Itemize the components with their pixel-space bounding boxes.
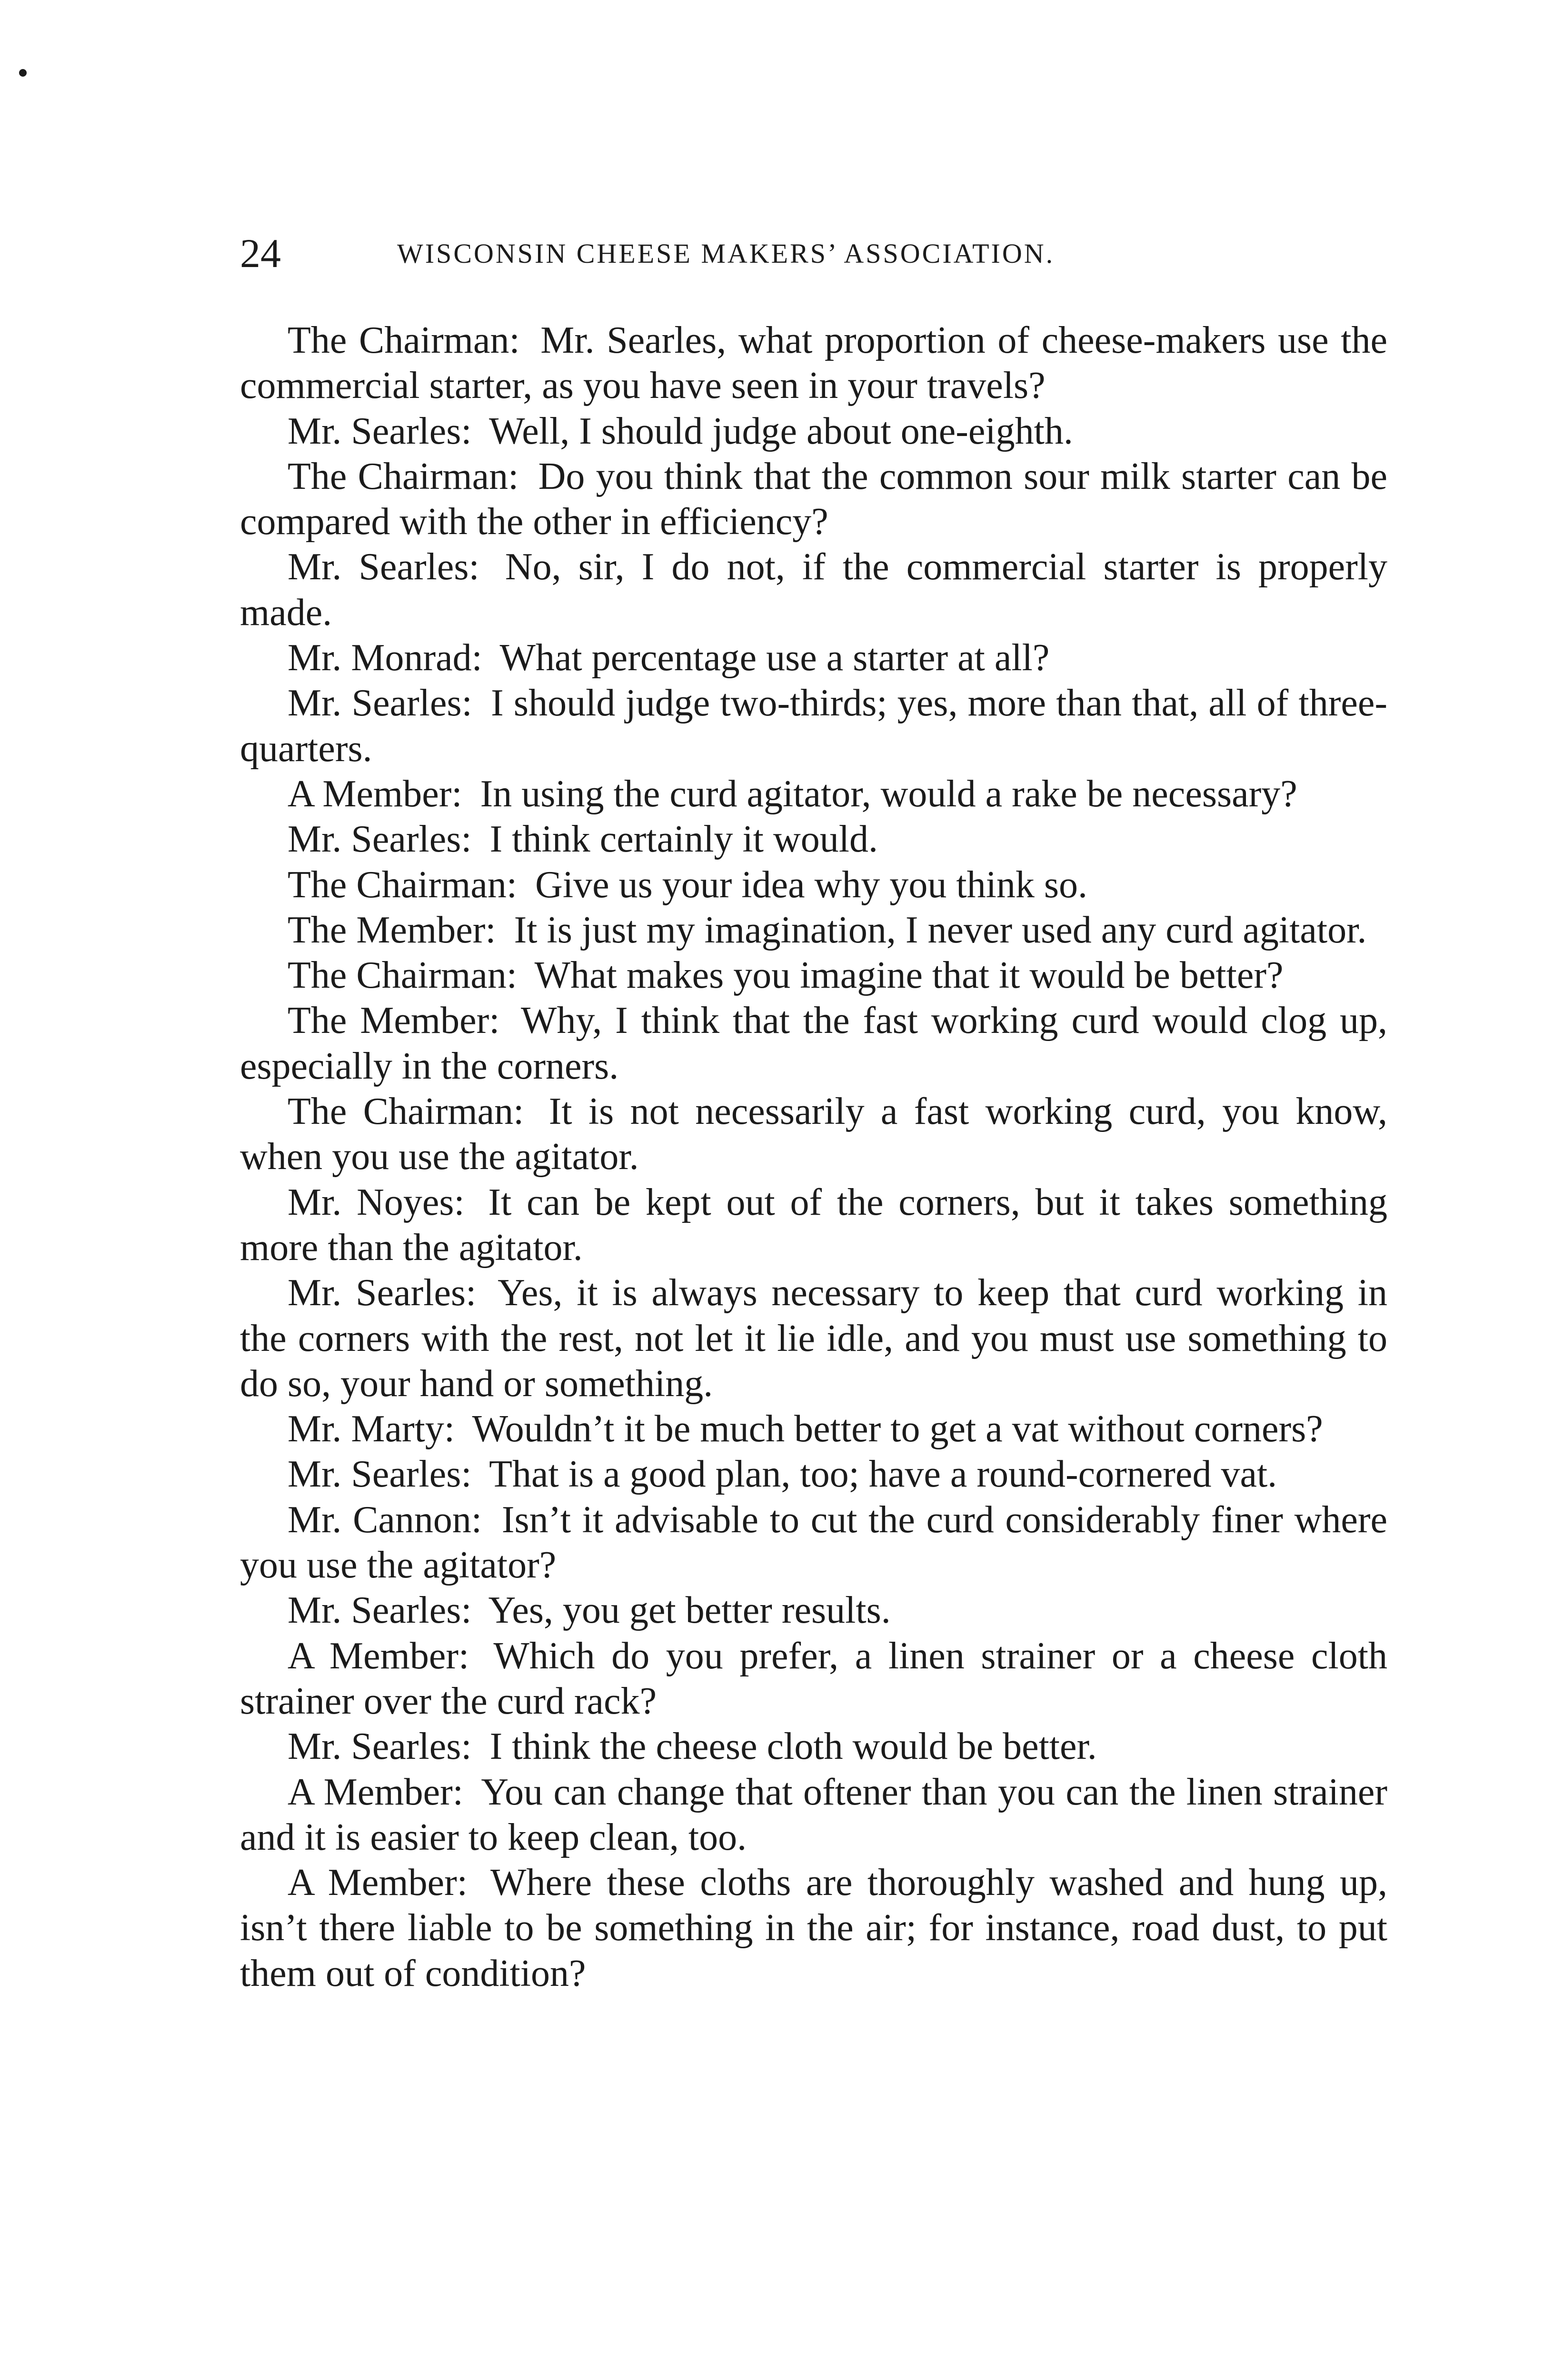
speaker-label: The Member: xyxy=(288,909,496,951)
speech-text: No, sir, I do not, if the commercial starter is properly made. xyxy=(240,546,1388,634)
speaker-label: A Member: xyxy=(288,1635,469,1677)
speech-text: What percentage use a starter at all? xyxy=(499,637,1050,679)
speaker-label: Mr. Monrad: xyxy=(288,637,482,679)
dialogue-paragraph xyxy=(240,409,1387,454)
ink-mark xyxy=(19,69,27,77)
dialogue-paragraph xyxy=(240,1724,1387,1769)
dialogue-paragraph xyxy=(240,1270,1387,1407)
speaker-label: Mr. Searles: xyxy=(288,1272,477,1314)
speech-text: Where these cloths are thoroughly washed and hung up, isn’t there liable to be something in the air; for instance, road dust, to put them out of condition? xyxy=(240,1862,1388,1994)
speaker-label: The Chairman: xyxy=(288,455,519,497)
speaker-label: Mr. Searles: xyxy=(288,546,479,588)
speech-text: It is not necessarily a fast working curd, you know, when you use the agitator. xyxy=(240,1091,1387,1178)
speaker-label: Mr. Cannon: xyxy=(288,1498,482,1541)
dialogue-paragraph xyxy=(240,1497,1387,1588)
speech-text: Which do you prefer, a linen strainer or a cheese cloth strainer over the curd rack? xyxy=(240,1635,1387,1722)
transcript-body xyxy=(240,318,1387,1996)
speech-text: Why, I think that the fast working curd would clog up, especially in the corners. xyxy=(240,1000,1387,1087)
dialogue-paragraph xyxy=(240,1407,1387,1452)
dialogue-paragraph xyxy=(240,908,1387,953)
speech-text: Wouldn’t it be much better to get a vat without corners? xyxy=(472,1408,1323,1450)
dialogue-paragraph xyxy=(240,817,1387,862)
speech-text: That is a good plan, too; have a round-cornered vat. xyxy=(489,1453,1277,1496)
dialogue-paragraph xyxy=(240,1180,1387,1271)
speech-text: You can change that oftener than you can the linen strainer and it is easier to keep clean, too. xyxy=(240,1771,1388,1858)
speech-text: What makes you imagine that it would be better? xyxy=(534,954,1284,997)
speech-text: Isn’t it advisable to cut the curd considerably finer where you use the agitator? xyxy=(240,1498,1388,1587)
speech-text: I think the cheese cloth would be better. xyxy=(489,1726,1097,1768)
speech-text: I should judge two-thirds; yes, more than that, all of three-quarters. xyxy=(240,682,1387,770)
speaker-label: A Member: xyxy=(288,773,462,815)
speaker-label: Mr. Searles: xyxy=(288,818,472,861)
dialogue-paragraph xyxy=(240,454,1387,545)
speaker-label: Mr. Marty: xyxy=(288,1408,455,1450)
speaker-label: Mr. Searles: xyxy=(288,1726,472,1768)
dialogue-paragraph xyxy=(240,1770,1387,1861)
speaker-label: Mr. Noyes: xyxy=(288,1181,465,1223)
speaker-label: The Chairman: xyxy=(288,863,518,906)
speech-text: It can be kept out of the corners, but it takes something more than the agitator. xyxy=(240,1181,1388,1269)
dialogue-paragraph xyxy=(240,953,1387,998)
dialogue-paragraph xyxy=(240,318,1387,409)
dialogue-paragraph xyxy=(240,863,1387,908)
dialogue-paragraph xyxy=(240,545,1387,635)
speaker-label: The Chairman: xyxy=(288,319,520,361)
speech-text: I think certainly it would. xyxy=(489,818,878,861)
dialogue-paragraph xyxy=(240,1588,1387,1633)
speech-text: Give us your idea why you think so. xyxy=(535,863,1087,906)
speech-text: Well, I should judge about one-eighth. xyxy=(489,410,1073,452)
speech-text: It is just my imagination, I never used any curd agitator. xyxy=(514,909,1367,951)
dialogue-paragraph xyxy=(240,1634,1387,1725)
dialogue-paragraph xyxy=(240,1089,1387,1180)
dialogue-paragraph xyxy=(240,1860,1387,1996)
dialogue-paragraph xyxy=(240,772,1387,817)
dialogue-paragraph xyxy=(240,681,1387,772)
speaker-label: A Member: xyxy=(288,1862,468,1904)
page-number: 24 xyxy=(240,230,281,276)
dialogue-paragraph xyxy=(240,998,1387,1089)
running-head: WISCONSIN CHEESE MAKERS’ ASSOCIATION. xyxy=(397,238,1055,269)
speaker-label: Mr. Searles: xyxy=(288,1453,472,1496)
speaker-label: Mr. Searles: xyxy=(288,1589,472,1632)
speech-text: Yes, you get better results. xyxy=(488,1589,891,1632)
speech-text: Do you think that the common sour milk starter can be compared with the other in efficiency? xyxy=(240,455,1387,543)
speaker-label: A Member: xyxy=(288,1771,463,1813)
page-header xyxy=(240,225,1383,277)
speaker-label: The Member: xyxy=(288,1000,500,1042)
speech-text: Yes, it is always necessary to keep that curd working in the corners with the rest, not let it lie idle, and you must use something to do so, your hand or something. xyxy=(240,1272,1388,1405)
speaker-label: Mr. Searles: xyxy=(288,410,472,452)
dialogue-paragraph xyxy=(240,635,1387,681)
speaker-label: The Chairman: xyxy=(288,954,518,997)
speaker-label: Mr. Searles: xyxy=(288,682,472,724)
speech-text: Mr. Searles, what proportion of cheese-makers use the commercial starter, as you have seen in your travels? xyxy=(240,319,1388,407)
dialogue-paragraph xyxy=(240,1452,1387,1497)
speaker-label: The Chairman: xyxy=(288,1091,524,1133)
speech-text: In using the curd agitator, would a rake be necessary? xyxy=(480,773,1297,815)
